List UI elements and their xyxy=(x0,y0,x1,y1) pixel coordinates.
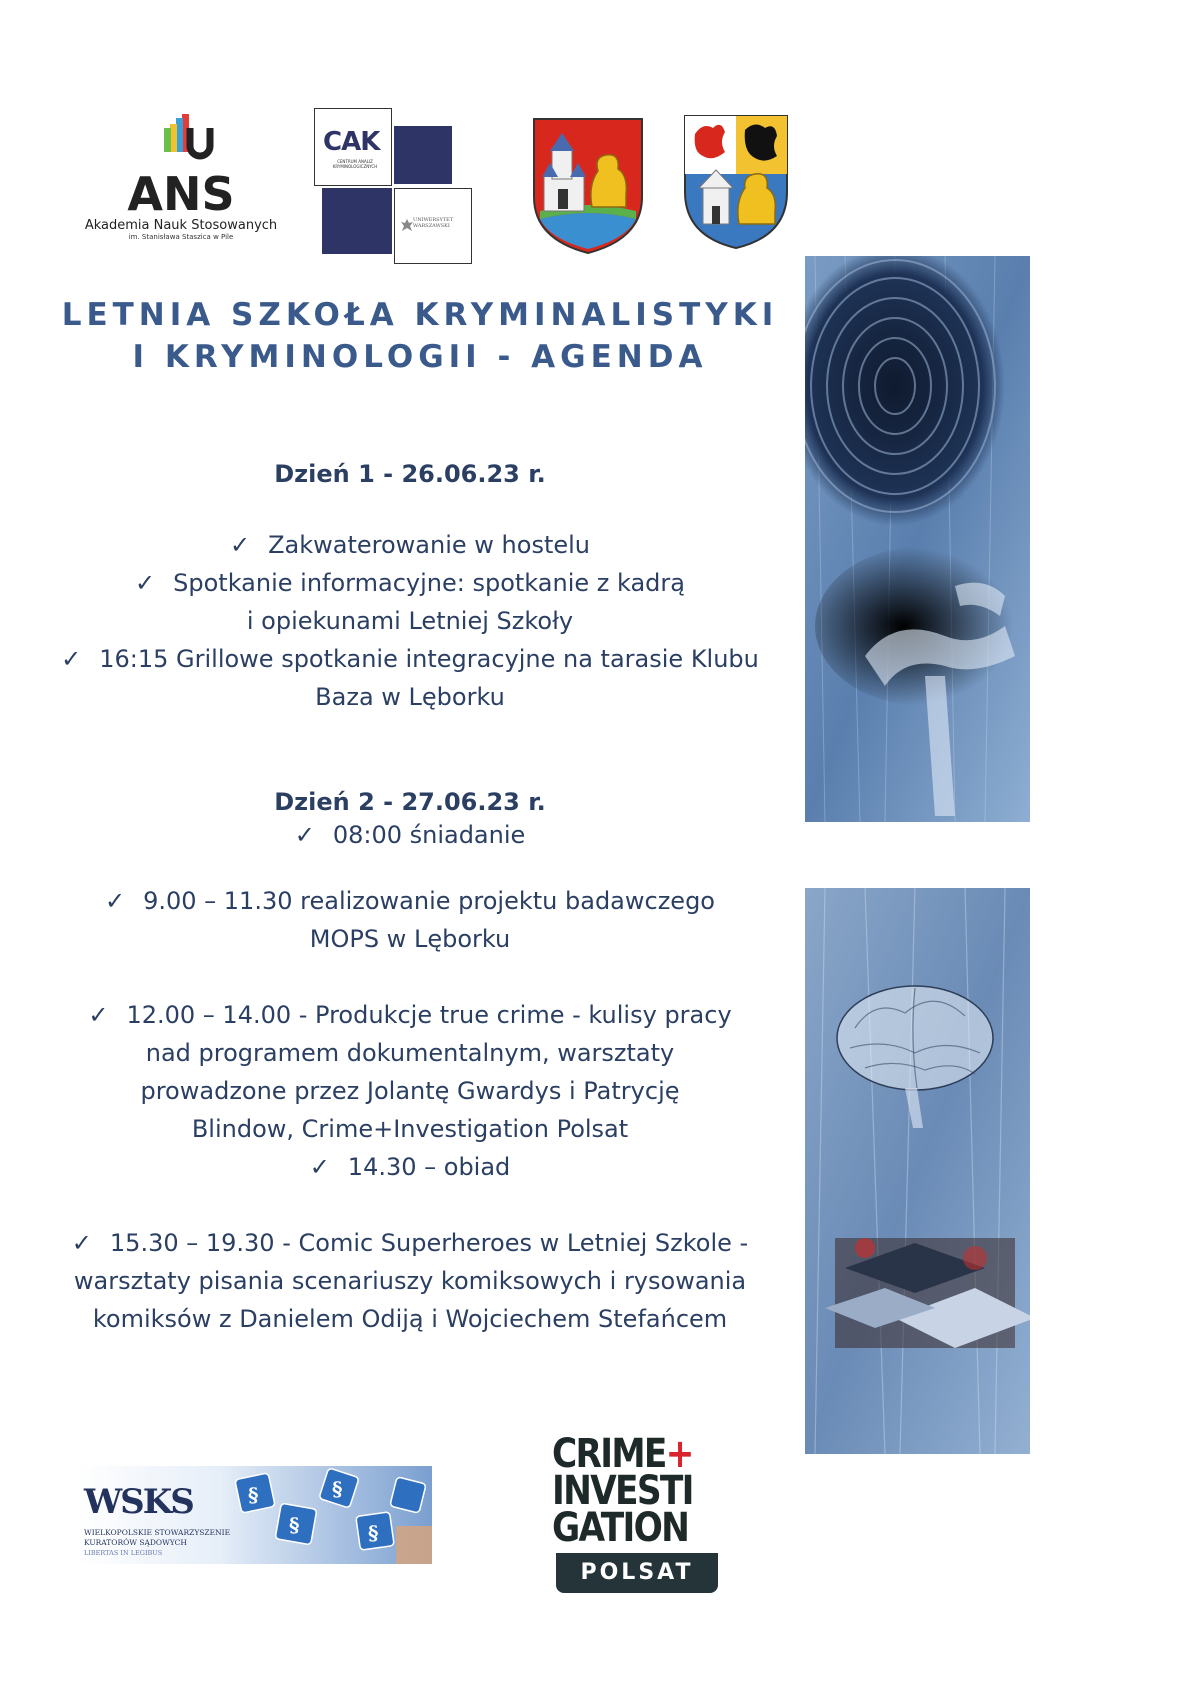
item-text: 15.30 – 19.30 - Comic Superheroes w Letniej Szkole - xyxy=(109,1229,749,1257)
title-line-1: LETNIA SZKOŁA KRYMINALISTYKI xyxy=(61,297,779,333)
svg-text:§: § xyxy=(289,1513,300,1537)
brain-graduation-image xyxy=(805,888,1030,1454)
day-1-heading: Dzień 1 - 26.06.23 r. xyxy=(274,460,546,488)
crime-logo-words xyxy=(552,1431,700,1551)
item-continuation: prowadzone przez Jolantę Gwardys i Patrycję xyxy=(140,1077,680,1105)
item-text: Zakwaterowanie w hostelu xyxy=(268,531,590,559)
ans-subtitle: im. Stanisława Staszica w Pile xyxy=(128,233,234,241)
wsks-name-line-2: KURATORÓW SĄDOWYCH xyxy=(84,1538,187,1547)
wsks-motto: LIBERTAS IN LEGIBUS xyxy=(84,1549,163,1557)
ans-logo xyxy=(76,110,286,260)
lebork-crest-icon xyxy=(530,115,646,255)
day-2-heading: Dzień 2 - 27.06.23 r. xyxy=(274,788,546,816)
agenda-item xyxy=(30,1224,790,1262)
check-icon: ✓ xyxy=(309,1153,330,1181)
item-continuation: MOPS w Lęborku xyxy=(309,925,511,953)
agenda-item xyxy=(30,996,790,1034)
cak-logo xyxy=(314,108,474,268)
polsat-badge: POLSAT xyxy=(556,1553,718,1593)
plus-icon: + xyxy=(665,1431,693,1477)
wsks-letters: WSKS xyxy=(84,1482,193,1522)
check-icon: ✓ xyxy=(71,1229,92,1257)
wsks-name-line-1: WIELKOPOLSKIE STOWARZYSZENIE xyxy=(84,1528,231,1537)
ans-letters: ANS xyxy=(127,167,235,216)
item-text: 14.30 – obiad xyxy=(347,1153,511,1181)
title-line-2: I KRYMINOLOGII - AGENDA xyxy=(132,339,708,375)
county-crest-icon xyxy=(681,112,791,252)
ans-logo-mark xyxy=(106,110,256,216)
cak-square xyxy=(394,126,452,184)
item-continuation: nad programem dokumentalnym, warsztaty xyxy=(145,1039,675,1067)
gation-word: GATION xyxy=(552,1505,689,1551)
check-icon: ✓ xyxy=(88,1001,109,1029)
item-text: 9.00 – 11.30 realizowanie projektu badawczego xyxy=(143,887,715,915)
check-icon: ✓ xyxy=(61,645,82,673)
item-text: 16:15 Grillowe spotkanie integracyjne na tarasie Klubu xyxy=(99,645,759,673)
check-icon: ✓ xyxy=(104,887,126,915)
svg-text:§: § xyxy=(332,1477,343,1501)
ans-name: Akademia Nauk Stosowanych xyxy=(84,218,278,233)
crime-word: CRIME xyxy=(552,1431,666,1477)
check-icon: ✓ xyxy=(294,821,315,849)
uw-box xyxy=(394,188,472,264)
agenda-item xyxy=(30,882,790,920)
item-continuation: Blindow, Crime+Investigation Polsat xyxy=(191,1115,629,1143)
svg-text:§: § xyxy=(248,1483,259,1507)
item-continuation: i opiekunami Letniej Szkoły xyxy=(246,607,574,635)
agenda-item xyxy=(30,1148,790,1186)
agenda xyxy=(30,460,790,1338)
cak-box xyxy=(314,108,392,186)
agenda-item xyxy=(30,816,790,854)
item-text: 12.00 – 14.00 - Produkcje true crime - kulisy pracy xyxy=(126,1001,732,1029)
page-title xyxy=(40,294,800,378)
check-icon: ✓ xyxy=(135,569,156,597)
wsks-logo xyxy=(78,1466,432,1564)
fingerprint-xray-image xyxy=(805,256,1030,822)
crime-investigation-logo xyxy=(552,1431,724,1596)
check-icon: ✓ xyxy=(229,531,251,559)
uw-text: UNIWERSYTET WARSZAWSKI xyxy=(413,217,454,229)
cak-letters: CAK xyxy=(323,127,380,157)
item-continuation: Baza w Lęborku xyxy=(315,683,505,711)
item-continuation: komiksów z Danielem Odiją i Wojciechem Stefańcem xyxy=(92,1305,728,1333)
agenda-item xyxy=(30,564,790,602)
svg-text:§: § xyxy=(368,1521,379,1545)
item-continuation: warsztaty pisania scenariuszy komiksowych i rysowania xyxy=(73,1267,747,1295)
item-text: 08:00 śniadanie xyxy=(332,821,526,849)
cak-square xyxy=(322,188,392,254)
cak-subtitle: CENTRUM ANALIZ KRYMINOLOGICZNYCH xyxy=(332,159,378,169)
agenda-item xyxy=(30,640,790,678)
investi-word: INVESTI xyxy=(552,1468,693,1514)
item-text: Spotkanie informacyjne: spotkanie z kadrą xyxy=(173,569,685,597)
agenda-item xyxy=(30,526,790,564)
